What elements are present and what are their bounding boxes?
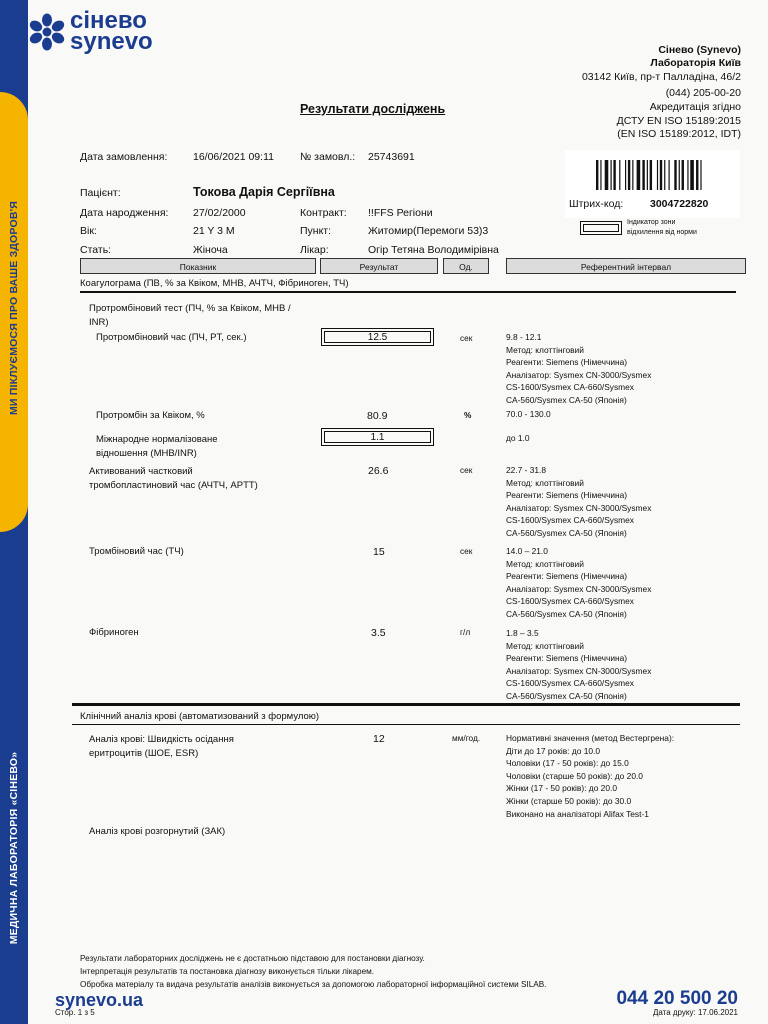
column-header-result: Результат <box>320 258 438 274</box>
lab-accreditation-standard: ДСТУ EN ISO 15189:2015 <box>616 115 741 127</box>
print-date: Дата друку: 17.06.2021 <box>652 1008 738 1017</box>
row-ref-inr: до 1.0 <box>506 433 530 443</box>
barcode-image <box>596 160 736 190</box>
section-title-coagulogram: Коагулограма (ПВ, % за Квіком, МНВ, АЧТЧ, Фібриноген, ТЧ) <box>80 278 349 289</box>
row-unit-fibrinogen: г/л <box>460 627 471 637</box>
section-divider <box>72 724 740 725</box>
row-unit-thrombin-time: сек <box>460 546 473 556</box>
logo-text-ua: сінево <box>70 7 147 34</box>
row-value-esr: 12 <box>373 733 385 745</box>
page-title: Результати досліджень <box>300 102 446 116</box>
point-label: Пункт: <box>300 225 332 237</box>
row-value-thrombin-time: 15 <box>373 546 385 558</box>
row-name-fibrinogen: Фібриноген <box>89 627 139 638</box>
row-ref-fibrinogen: 1.8 – 3.5 Метод: клоттінговий Реагенти: Siemens (Німеччина) Аналізатор: Sysmex CN-3000/Sysmex CS-1600/Sysmex CA-660/Sysmex CA-560/Sysmex CA-50 (Японія) <box>506 628 652 701</box>
column-header-reference: Референтний інтервал <box>506 258 746 274</box>
lab-name: Сінево (Synevo) <box>658 44 741 56</box>
sex-value: Жіноча <box>193 244 228 256</box>
row-ref-thrombin-time: 14.0 – 21.0 Метод: клоттінговий Реагенти: Siemens (Німеччина) Аналізатор: Sysmex CN-3000/Sysmex CS-1600/Sysmex CA-660/Sysmex CA-560/Sysmex CA-50 (Японія) <box>506 546 652 619</box>
row-name-pt-time: Протромбіновий час (ПЧ, PT, сек.) <box>96 332 247 343</box>
patient-name: Токова Дарія Сергіївна <box>193 185 335 199</box>
dob-label: Дата народження: <box>80 207 169 219</box>
row-value-inr: 1.1 <box>321 428 434 446</box>
lab-accreditation-iso: (EN ISO 15189:2012, IDT) <box>617 128 741 140</box>
barcode-label: Штрих-код: <box>569 198 624 210</box>
age-label: Вік: <box>80 225 97 237</box>
age-value: 21 Y 3 M <box>193 225 235 237</box>
lab-accreditation: Акредитація згідно <box>649 101 741 113</box>
column-header-parameter: Показник <box>80 258 316 274</box>
row-name-esr: Аналіз крові: Швидкість осідання еритроцитів (ШОЕ, ESR) <box>89 734 234 759</box>
row-unit-aptt: сек <box>460 465 473 475</box>
row-ref-aptt: 22.7 - 31.8 Метод: клоттінговий Реагенти: Siemens (Німеччина) Аналізатор: Sysmex CN-3000/Sysmex CS-1600/Sysmex CA-660/Sysmex CA-560/Sysmex CA-50 (Японія) <box>506 465 652 538</box>
deviation-indicator-label: Індикатор зони відхилення від норми <box>627 219 697 236</box>
row-unit-esr: мм/год. <box>452 733 481 743</box>
row-unit-pt-quick: % <box>464 410 472 420</box>
lab-address: 03142 Київ, пр-т Палладіна, 46/2 <box>581 71 741 83</box>
footer-notes: Результати лабораторних досліджень не є достатньою підставою для постановки діагнозу. Інтерпретація результатів та постановка діагнозу виконується тільки лікарем. Обробка матеріалу та видача результатів аналізів виконується за допомогою лабораторної інформаційної системи SILAB. <box>80 954 547 989</box>
row-ref-pt-time: 9.8 - 12.1 Метод: клоттінговий Реагенти: Siemens (Німеччина) Аналізатор: Sysmex CN-3000/Sysmex CS-1600/Sysmex CA-660/Sysmex CA-560/Sysmex CA-50 (Японія) <box>506 332 652 405</box>
hotline-phone: 044 20 500 20 <box>616 988 738 1009</box>
group-title-prothrombin-test: Протромбіновий тест (ПЧ, % за Квіком, МНВ / INR) <box>89 303 291 328</box>
row-name-aptt: Активований частковий тромбопластиновий час (АЧТЧ, APTT) <box>89 466 258 491</box>
brand-sidebar <box>0 0 28 1024</box>
barcode-number: 3004722820 <box>650 198 709 210</box>
deviation-indicator-box <box>580 221 622 235</box>
row-ref-pt-quick: 70.0 - 130.0 <box>506 409 551 419</box>
sex-label: Стать: <box>80 244 112 256</box>
row-value-pt-quick: 80.9 <box>367 410 388 422</box>
row-name-thrombin-time: Тромбіновий час (ТЧ) <box>89 546 184 557</box>
page-number: Стор. 1 з 5 <box>55 1008 95 1017</box>
point-value: Житомир(Перемоги 53)3 <box>368 225 489 237</box>
patient-label: Пацієнт: <box>80 187 121 199</box>
section-divider <box>80 291 736 293</box>
order-date-value: 16/06/2021 09:11 <box>193 151 274 163</box>
dob-value: 27/02/2000 <box>193 207 246 219</box>
row-value-aptt: 26.6 <box>368 465 389 477</box>
lab-city: Лабораторія Київ <box>650 57 741 69</box>
contract-label: Контракт: <box>300 207 347 219</box>
order-number-value: 25743691 <box>368 151 415 163</box>
website-link[interactable]: synevo.ua <box>55 990 144 1010</box>
row-value-fibrinogen: 3.5 <box>371 627 386 639</box>
row-unit-pt-time: сек <box>460 333 473 343</box>
synevo-flower-logo-icon <box>28 12 66 52</box>
lab-phone: (044) 205-00-20 <box>665 87 741 99</box>
row-name-pt-quick: Протромбін за Квіком, % <box>96 410 205 421</box>
row-name-cbc-full: Аналіз крові розгорнутий (ЗАК) <box>89 826 226 837</box>
column-header-unit: Од. <box>443 258 489 274</box>
order-number-label: № замовл.: <box>300 151 356 163</box>
section-title-cbc: Клінічний аналіз крові (автоматизований з формулою) <box>80 711 320 722</box>
row-value-pt-time: 12.5 <box>321 328 434 346</box>
row-ref-esr: Нормативні значення (метод Вестергрена): Діти до 17 років: до 10.0 Чоловіки (17 - 50 років): до 15.0 Чоловіки (старше 50 років): до 20.0 Жінки (17 - 50 років): до 20.0 Жінки (старше 50 років): до 30.0 Виконано на аналізаторі Alifax Test-1 <box>506 733 675 819</box>
doctor-value: Огір Тетяна Володимірівна <box>368 244 499 256</box>
sidebar-slogan: МИ ПІКЛУЄМОСЯ ПРО ВАШЕ ЗДОРОВ'Я <box>8 200 20 416</box>
doctor-label: Лікар: <box>300 244 329 256</box>
contract-value: !!FFS Регіони <box>368 207 433 219</box>
logo-text-en: synevo <box>70 28 153 55</box>
sidebar-lab-name: МЕДИЧНА ЛАБОРАТОРІЯ «СІНЕВО» <box>8 751 20 945</box>
row-name-inr: Міжнародне нормалізоване відношення (МНВ/INR) <box>96 434 218 459</box>
section-divider-thick <box>72 703 740 706</box>
order-date-label: Дата замовлення: <box>80 151 168 163</box>
